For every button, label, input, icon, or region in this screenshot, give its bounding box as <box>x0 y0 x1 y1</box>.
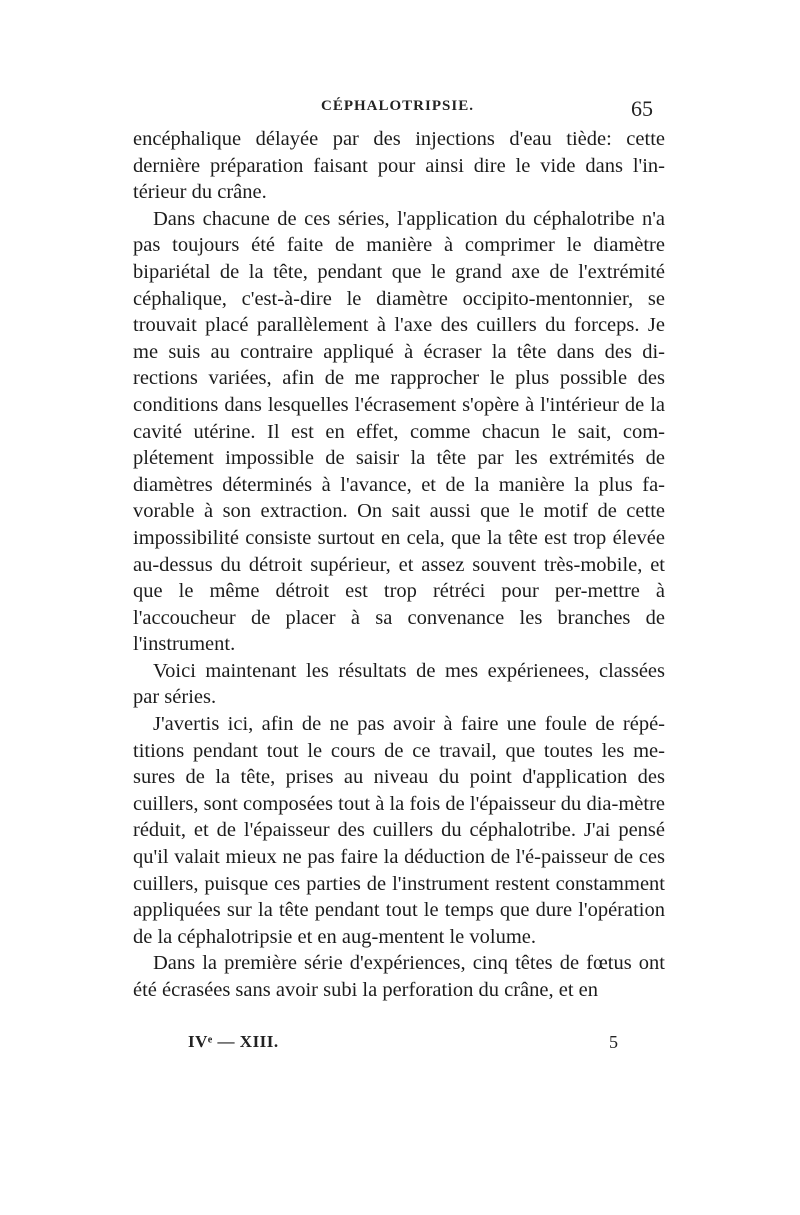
signature-mark: IVᵉ — XIII. <box>188 1032 279 1051</box>
paragraph: Dans chacune de ces séries, l'application du céphalotribe n'a pas toujours été faite de manière à comprimer le diamètre bipariétal de la tête, pendant que le grand axe de l'extrémité céphalique, c'est-à-dire le diamètre occipito-mentonnier, se trouvait placé parallèlement à l'axe des cuillers du forceps. Je me suis au contraire appliqué à écraser la tête dans des di-rections variées, afin de me rapprocher le plus possible des conditions dans lesquelles l'écrasement s'opère à l'intérieur de la cavité utérine. Il est en effet, comme chacun le sait, com-plétement impossible de saisir la tête par les extrémités de diamètres déterminés à l'avance, et de la manière la plus fa-vorable à son extraction. On sait aussi que le motif de cette impossibilité consiste surtout en cela, que la tête est trop élevée au-dessus du détroit supérieur, et assez souvent très-mobile, et que le même détroit est trop rétréci pour per-mettre à l'accoucheur de placer à sa convenance les branches de l'instrument. <box>133 207 665 656</box>
paragraph: J'avertis ici, afin de ne pas avoir à faire une foule de répé-titions pendant tout le cours de ce travail, que toutes les me-sures de la tête, prises au niveau du point d'application des cuillers, sont composées tout à la fois de l'épaisseur du dia-mètre réduit, et de l'épaisseur des cuillers du céphalotribe. J'ai pensé qu'il valait mieux ne pas faire la déduction de l'é-paisseur de ces cuillers, puisque ces parties de l'instrument restent constamment appliquées sur la tête pendant tout le temps que dure l'opération de la céphalotripsie et en aug-mentent le volume. <box>133 713 665 948</box>
sheet-number: 5 <box>609 1032 618 1052</box>
page-number: 65 <box>631 96 653 121</box>
body-text <box>133 126 665 1004</box>
paragraph: Dans la première série d'expériences, cinq têtes de fœtus ont été écrasées sans avoir subi la perforation du crâne, et en <box>133 952 665 1001</box>
paragraph: encéphalique délayée par des injections d'eau tiède: cette dernière préparation faisant pour ainsi dire le vide dans l'in-térieur du crâne. <box>133 128 665 204</box>
running-head <box>133 96 653 122</box>
running-title: CÉPHALOTRIPSIE. <box>321 98 474 114</box>
paragraph: Voici maintenant les résultats de mes expérienees, classées par séries. <box>133 659 665 709</box>
page-footer <box>188 1032 618 1058</box>
